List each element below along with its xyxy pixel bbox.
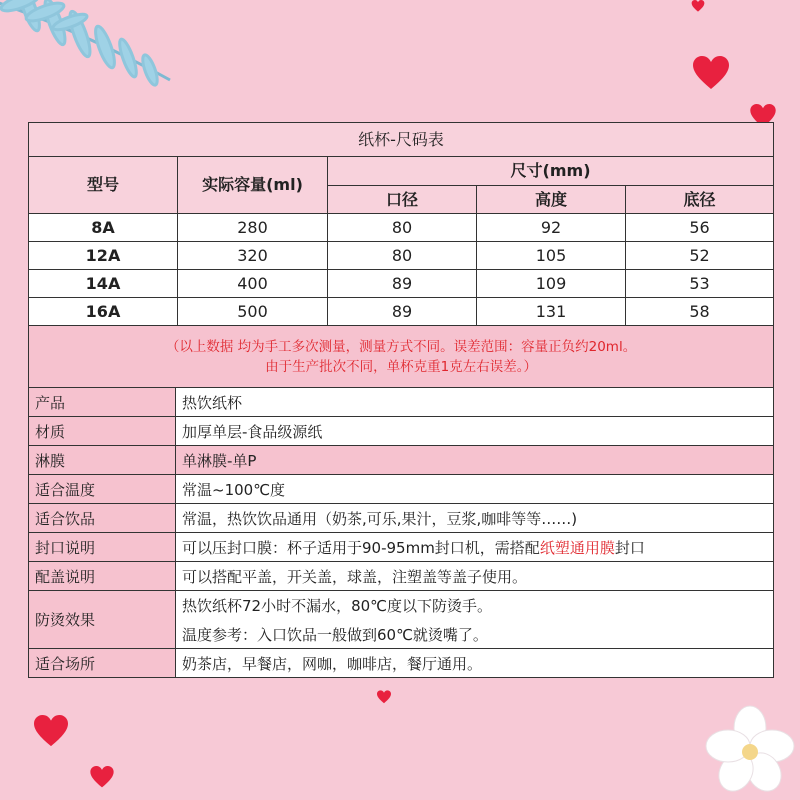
heart-icon — [693, 56, 729, 90]
info-row-places — [29, 649, 774, 678]
info-label: 适合场所 — [29, 649, 176, 678]
cell-model: 16A — [29, 298, 178, 326]
table-title: 纸杯-尺码表 — [29, 123, 774, 157]
info-value: 常温~100℃度 — [176, 475, 774, 504]
info-label: 防烫效果 — [29, 591, 176, 649]
cell-bottom: 52 — [626, 242, 774, 270]
info-row-material — [29, 417, 774, 446]
header-mouth: 口径 — [328, 186, 477, 214]
cell-mouth: 89 — [328, 270, 477, 298]
header-model: 型号 — [29, 157, 178, 214]
cell-model: 8A — [29, 214, 178, 242]
cell-height: 109 — [477, 270, 626, 298]
cell-mouth: 80 — [328, 214, 477, 242]
heart-icon — [690, 0, 706, 12]
cell-height: 105 — [477, 242, 626, 270]
info-value: 热饮纸杯 — [176, 388, 774, 417]
cell-capacity: 280 — [178, 214, 328, 242]
product-info-table — [28, 387, 774, 678]
cell-model: 14A — [29, 270, 178, 298]
table-row — [29, 270, 774, 298]
cell-bottom: 56 — [626, 214, 774, 242]
scald-line-1: 热饮纸杯72小时不漏水，80℃度以下防烫手。 — [182, 596, 493, 615]
info-value — [176, 533, 774, 562]
info-label: 产品 — [29, 388, 176, 417]
table-row — [29, 214, 774, 242]
header-height: 高度 — [477, 186, 626, 214]
info-value: 单淋膜-单P — [176, 446, 774, 475]
header-bottom: 底径 — [626, 186, 774, 214]
sealing-text: 可以压封口膜：杯子适用于90-95mm封口机，需搭配 — [182, 538, 540, 557]
measurement-note — [29, 326, 774, 389]
flower-icon — [700, 700, 800, 800]
cell-mouth: 80 — [328, 242, 477, 270]
header-size: 尺寸(mm) — [328, 157, 774, 186]
info-label: 适合温度 — [29, 475, 176, 504]
size-table — [28, 122, 774, 389]
info-value — [176, 591, 774, 649]
info-label: 材质 — [29, 417, 176, 446]
info-value: 可以搭配平盖，开关盖，球盖，注塑盖等盖子使用。 — [176, 562, 774, 591]
cell-bottom: 53 — [626, 270, 774, 298]
cell-capacity: 320 — [178, 242, 328, 270]
info-label: 淋膜 — [29, 446, 176, 475]
heart-icon — [34, 714, 68, 748]
heart-icon — [90, 766, 114, 788]
info-label: 配盖说明 — [29, 562, 176, 591]
info-row-temperature — [29, 475, 774, 504]
scald-line-2: 温度参考：入口饮品一般做到60℃就烫嘴了。 — [182, 625, 488, 644]
info-row-scald — [29, 591, 774, 649]
sealing-film-highlight: 纸塑通用膜 — [539, 538, 615, 557]
cell-capacity: 400 — [178, 270, 328, 298]
cell-capacity: 500 — [178, 298, 328, 326]
note-line-2: 由于生产批次不同，单杯克重1克左右误差。） — [265, 359, 537, 375]
cell-height: 131 — [477, 298, 626, 326]
header-capacity: 实际容量(ml) — [178, 157, 328, 214]
table-row — [29, 242, 774, 270]
heart-icon — [377, 690, 391, 704]
cell-model: 12A — [29, 242, 178, 270]
sealing-text-end: 封口 — [614, 538, 645, 557]
info-value: 奶茶店，早餐店，网咖，咖啡店，餐厅通用。 — [176, 649, 774, 678]
cell-bottom: 58 — [626, 298, 774, 326]
table-row — [29, 298, 774, 326]
info-row-sealing — [29, 533, 774, 562]
info-label: 适合饮品 — [29, 504, 176, 533]
info-row-coating — [29, 446, 774, 475]
info-row-product — [29, 388, 774, 417]
fern-leaf-icon — [0, 0, 200, 100]
info-row-lid — [29, 562, 774, 591]
cell-height: 92 — [477, 214, 626, 242]
note-line-1: （以上数据 均为手工多次测量，测量方式不同。误差范围：容量正负约20ml。 — [165, 339, 637, 355]
info-label: 封口说明 — [29, 533, 176, 562]
info-value: 常温，热饮饮品通用（奶茶,可乐,果汁，豆浆,咖啡等等……) — [176, 504, 774, 533]
info-row-drinks — [29, 504, 774, 533]
info-value: 加厚单层-食品级源纸 — [176, 417, 774, 446]
cell-mouth: 89 — [328, 298, 477, 326]
